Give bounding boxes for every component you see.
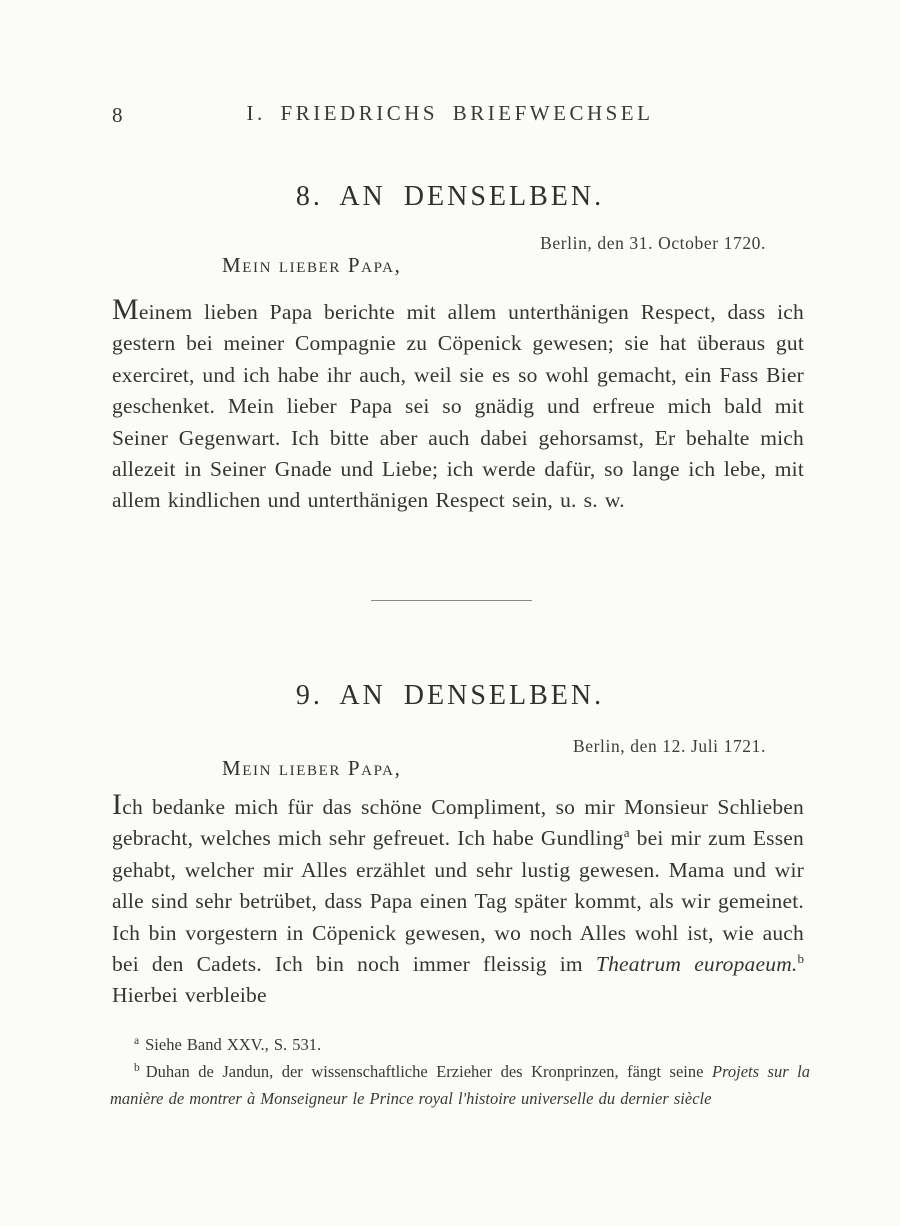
footnote-a-marker: a (134, 1034, 140, 1047)
letter-8-text: einem lieben Papa berichte mit allem unterthänigen Respect, dass ich gestern bei meiner Compagnie zu Cöpenick gewesen; sie hat überaus gut exerciret, und ich habe ihr auch, weil sie es so wohl gemacht, ein Fass Bier geschenket. Mein lieber Papa sei so gnädig und erfreue mich bald mit Seiner Gegenwart. Ich bitte aber auch dabei gehorsamst, Er behalte mich allezeit in Seiner Gnade und Liebe; ich werde dafür, so lange ich lebe, mit allem kindlichen und unterthänigen Respect sein, u. s. w. (112, 300, 804, 513)
footnotes (110, 1031, 810, 1112)
footnote-b-marker: b (134, 1061, 140, 1074)
letter-9-text-2: bei mir zum Essen gehabt, welcher mir Alles erzählet und sehr lustig gewesen. Mama und wir alle sind sehr betrübet, dass Papa einen Tag später kommt, als wir gemeinet. Ich bin vorgestern in Cöpenick gewesen, wo noch Alles wohl ist, wie auch bei den Cadets. Ich bin noch immer fleissig im (112, 826, 804, 977)
footnote-ref-b: b (797, 950, 804, 966)
letter-9-salutation: Mein lieber Papa, (222, 756, 402, 780)
letter-8-heading: 8. AN DENSELBEN. (295, 181, 605, 212)
letter-9-text-3: Hierbei verbleibe (112, 983, 267, 1008)
letter-8-body (112, 295, 804, 517)
footnote-ref-a: a (623, 825, 630, 841)
footnote-b-italic-text: Projets sur la manière de montrer à Monseigneur le Prince royal l'histoire universelle du dernier siècle (110, 1062, 810, 1108)
footnote-a-text: Siehe Band XXV., S. 531. (145, 1035, 322, 1054)
footnote-a (110, 1031, 810, 1058)
letter-9-dateline: Berlin, den 12. Juli 1721. (572, 736, 766, 756)
letter-8-initial: M (112, 293, 139, 326)
letter-9-text-1: ch bedanke mich für das schöne Compliment, so mir Monsieur Schlieben gebracht, welches mich sehr gefreuet. Ich habe Gundling (112, 795, 804, 851)
running-head (0, 101, 900, 131)
letter-9-initial: I (112, 788, 123, 821)
letter-9-italic-title: Theatrum europaeum. (595, 952, 798, 977)
footnote-b (110, 1058, 810, 1112)
footnote-b-text: Duhan de Jandun, der wissenschaftliche Erzieher des Kronprinzen, fängt seine (145, 1062, 712, 1081)
section-divider (371, 600, 532, 601)
running-title: I. FRIEDRICHS BRIEFWECHSEL (246, 101, 654, 125)
letter-8-salutation: Mein lieber Papa, (222, 253, 402, 277)
page-number: 8 (112, 103, 124, 127)
letter-8-dateline: Berlin, den 31. October 1720. (540, 233, 766, 253)
letter-9-body (112, 790, 804, 1012)
letter-9-heading: 9. AN DENSELBEN. (295, 680, 605, 711)
